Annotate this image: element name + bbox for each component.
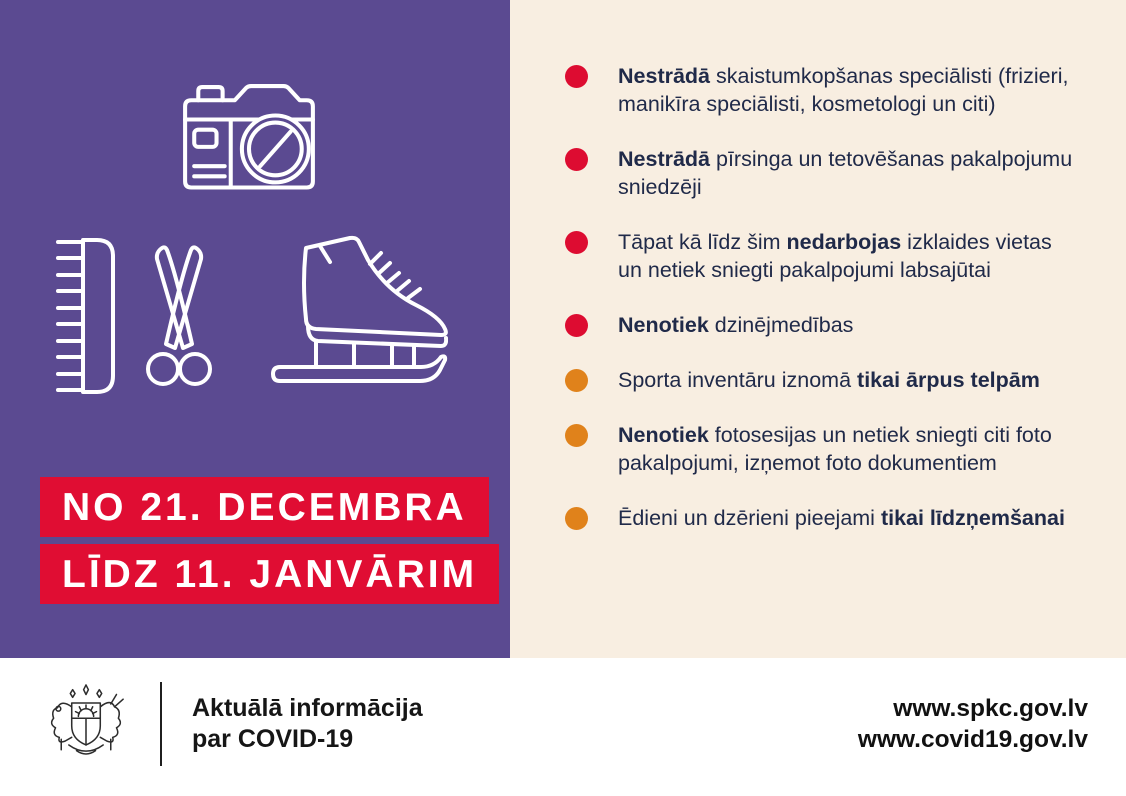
list-item-text: Nenotiek dzinējmedības: [618, 313, 854, 337]
restrictions-panel: [510, 0, 1126, 658]
footer-info-text: [192, 693, 423, 755]
list-item: [565, 421, 1086, 477]
left-panel: [0, 0, 510, 658]
list-item-text: Nestrādā skaistumkopšanas speciālisti (frizieri, manikīra speciālisti, kosmetologi un citi): [618, 64, 1069, 116]
comb-icon: [55, 238, 117, 394]
list-item: [565, 62, 1086, 118]
banner-line-2: LĪDZ 11. JANVĀRIM: [40, 544, 499, 604]
list-item: [565, 228, 1086, 284]
restrictions-list: [565, 62, 1086, 532]
url-covid19: www.covid19.gov.lv: [857, 726, 1088, 753]
list-item: [565, 366, 1086, 394]
list-item-text: Sporta inventāru iznomā tikai ārpus telpām: [618, 368, 1040, 392]
footer-divider: [160, 682, 162, 766]
bullet-dot-red: [565, 148, 588, 171]
list-item-text: Nestrādā pīrsinga un tetovēšanas pakalpojumu sniedzēji: [618, 147, 1073, 199]
bullet-dot-orange: [565, 507, 588, 530]
bullet-dot-orange: [565, 369, 588, 392]
date-banner: [40, 477, 499, 611]
list-item: [565, 504, 1086, 532]
url-spkc: www.spkc.gov.lv: [893, 695, 1088, 722]
ice-skate-icon: [264, 234, 448, 396]
footer-info-line-2: par COVID-19: [192, 725, 354, 753]
bullet-dot-red: [565, 231, 588, 254]
list-item: [565, 311, 1086, 339]
bullet-dot-orange: [565, 424, 588, 447]
footer-info-line-1: Aktuālā informācija: [192, 694, 423, 722]
list-item-text: Nenotiek fotosesijas un netiek sniegti citi foto pakalpojumi, izņemot foto dokumentiem: [618, 423, 1052, 475]
list-item-text: Ēdieni un dzērieni pieejami tikai līdzņemšanai: [618, 506, 1065, 530]
footer-urls: [858, 693, 1088, 755]
latvia-coat-of-arms-icon: [40, 684, 132, 764]
bullet-dot-red: [565, 65, 588, 88]
footer: [0, 658, 1126, 796]
list-item: [565, 145, 1086, 201]
camera-icon: [178, 82, 320, 194]
scissors-icon: [132, 244, 226, 396]
bullet-dot-red: [565, 314, 588, 337]
banner-line-1: NO 21. DECEMBRA: [40, 477, 489, 537]
list-item-text: Tāpat kā līdz šim nedarbojas izklaides vietas un netiek sniegti pakalpojumi labsajūtai: [618, 230, 1052, 282]
